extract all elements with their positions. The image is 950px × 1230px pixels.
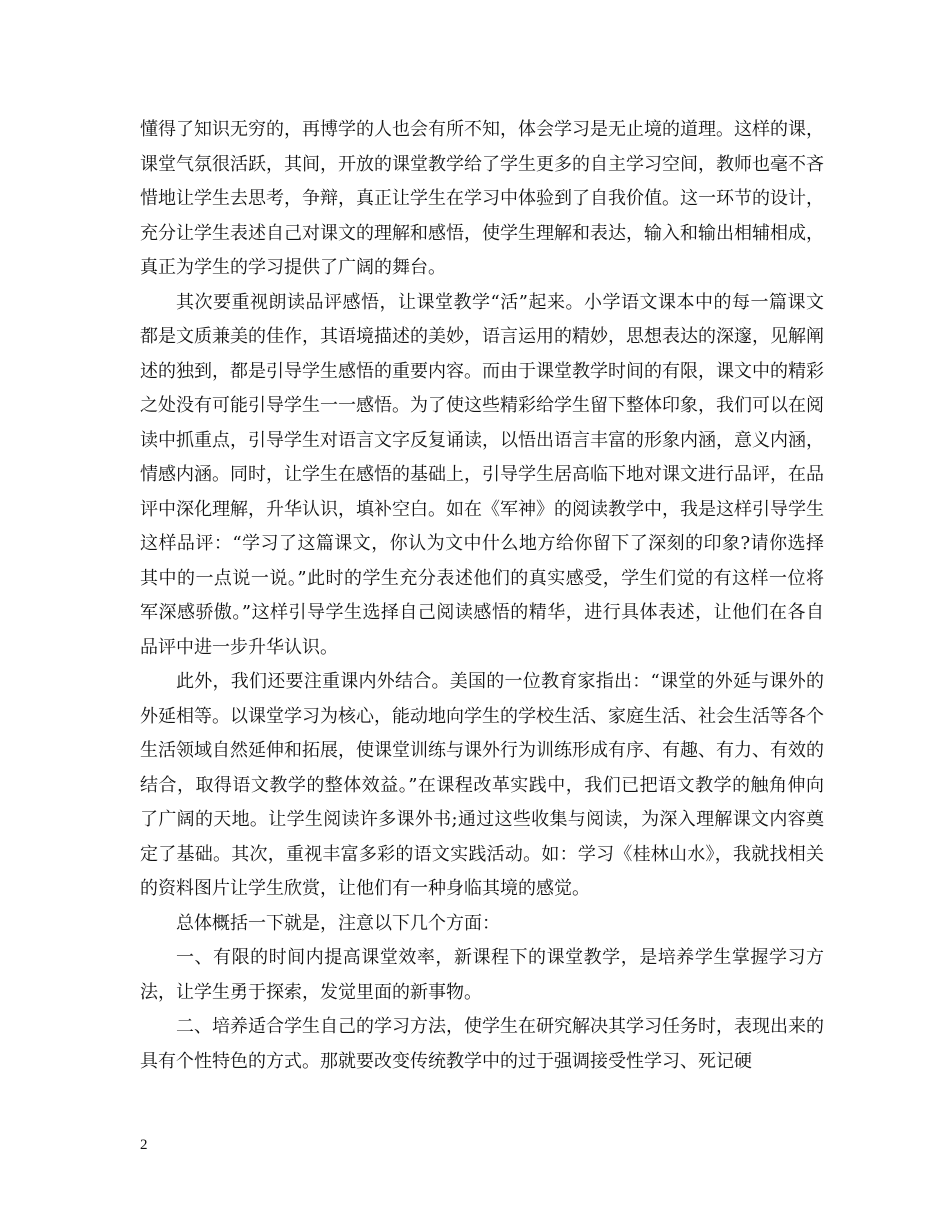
paragraph-summary-intro: 总体概括一下就是，注意以下几个方面： — [176, 912, 500, 934]
paragraph-point-one: 一、有限的时间内提高课堂效率，新课程下的课堂教学，是培养学生掌握学习方法，让学生勇于探索，发觉里面的新事物。 — [140, 947, 824, 1003]
paragraph-extracurricular: 此外，我们还要注重课内外结合。美国的一位教育家指出：“课堂的外延与课外的外延相等。以课堂学习为核心，能动地向学生的学校生活、家庭生活、社会生活等各个生活领域自然延伸和拓展，使课堂训练与课外行为训练形成有序、有趣、有力、有效的结合，取得语文教学的整体效益。”在课程改革实践中，我们已把语文教学的触角伸向了广阔的天地。让学生阅读许多课外书;通过这些收集与阅读，为深入理解课文内容奠定了基础。其次，重视丰富多彩的语文实践活动。如：学习《桂林山水》，我就找相关的资料图片让学生欣赏，让他们有一种身临其境的感觉。 — [140, 671, 824, 899]
paragraph-continuation: 懂得了知识无穷的，再博学的人也会有所不知，体会学习是无止境的道理。这样的课，课堂气氛很活跃，其间，开放的课堂教学给了学生更多的自主学习空间，教师也毫不吝惜地让学生去思考，争辩，真正让学生在学习中体验到了自我价值。这一环节的设计，充分让学生表述自己对课文的理解和感悟，使学生理解和表达，输入和输出相辅相成，真正为学生的学习提供了广阔的舞台。 — [140, 119, 824, 278]
page-number: 2 — [140, 1137, 148, 1153]
paragraph-reading-appreciation: 其次要重视朗读品评感悟，让课堂教学“活”起来。小学语文课本中的每一篇课文都是文质兼美的佳作，其语境描述的美妙，语言运用的精妙，思想表达的深邃，见解阐述的独到，都是引导学生感悟的重要内容。而由于课堂教学时间的有限，课文中的精彩之处没有可能引导学生一一感悟。为了使这些精彩给学生留下整体印象，我们可以在阅读中抓重点，引导学生对语言文字反复诵读，以悟出语言丰富的形象内涵，意义内涵，情感内涵。同时，让学生在感悟的基础上，引导学生居高临下地对课文进行品评，在品评中深化理解，升华认识，填补空白。如在《军神》的阅读教学中，我是这样引导学生这样品评：“学习了这篇课文，你认为文中什么地方给你留下了深刻的印象?请你选择其中的一点说一说。”此时的学生充分表述他们的真实感受，学生们觉的有这样一位将军深感骄傲。”这样引导学生选择自己阅读感悟的精华，进行具体表述，让他们在各自品评中进一步升华认识。 — [140, 291, 824, 658]
paragraph-point-two: 二、培养适合学生自己的学习方法，使学生在研究解决其学习任务时，表现出来的具有个性特色的方式。那就要改变传统教学中的过于强调接受性学习、死记硬 — [140, 1016, 824, 1072]
body-text — [140, 113, 824, 1079]
